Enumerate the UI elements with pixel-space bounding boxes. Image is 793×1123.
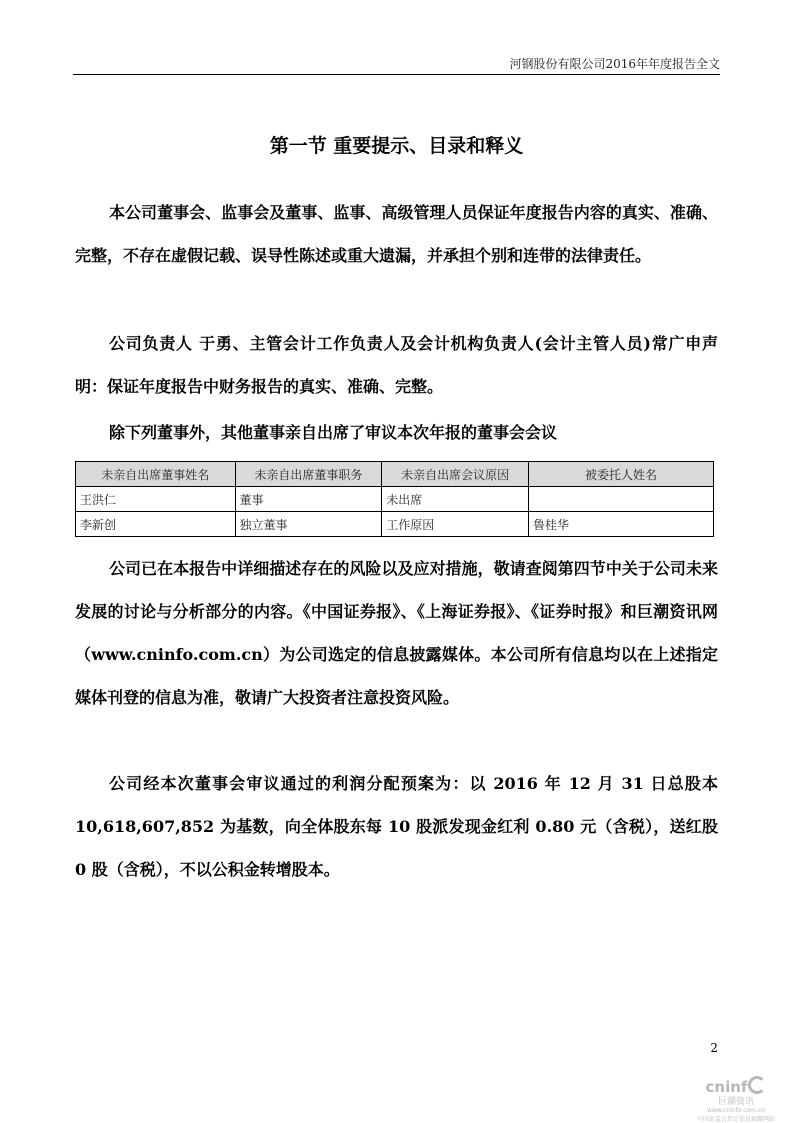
table-row <box>76 512 714 537</box>
cninfo-swirl-icon <box>748 1076 766 1094</box>
paragraph-board-guarantee: 本公司董事会、监事会及董事、监事、高级管理人员保证年度报告内容的真实、准确、完整，不存在虚假记载、误导性陈述或重大遗漏，并承担个别和连带的法律责任。 <box>75 203 718 265</box>
table-row <box>76 487 714 512</box>
cninfo-url: www.cninfo.com.cn <box>706 1107 766 1114</box>
table-cell: 未出席 <box>382 487 529 512</box>
table-cell: 王洪仁 <box>76 487 236 512</box>
absent-directors-table <box>75 461 714 537</box>
section-title: 第一节 重要提示、目录和释义 <box>269 135 524 157</box>
table-cell: 鲁桂华 <box>528 512 713 537</box>
cninfo-logo-text: cninf <box>705 1078 748 1096</box>
page-number: 2 <box>710 1041 718 1055</box>
table-header-cell: 被委托人姓名 <box>528 462 713 487</box>
cninfo-name: 巨潮资讯 <box>717 1097 754 1107</box>
table-cell <box>528 487 713 512</box>
cninfo-logo <box>697 1076 775 1096</box>
page-header: 河钢股份有限公司2016年年度报告全文 <box>509 57 720 71</box>
paragraph-risk-and-media: 公司已在本报告中详细描述存在的风险以及应对措施，敬请查阅第四节中关于公司未来发展的讨论与分析部分的内容。《中国证券报》、《上海证券报》、《证券时报》和巨潮资讯网（www.cninfo.com.cn）为公司选定的信息披露媒体。本公司所有信息均以在上述指定媒体刊登的信息为准，敬请广大投资者注意投资风险。 <box>75 559 718 707</box>
table-header-cell: 未亲自出席董事职务 <box>235 462 382 487</box>
table-cell: 工作原因 <box>382 512 529 537</box>
table-cell: 独立董事 <box>235 512 382 537</box>
paragraph-responsible-persons: 公司负责人 于勇、主管会计工作负责人及会计机构负责人(会计主管人员)常广申声明：保证年度报告中财务报告的真实、准确、完整。 <box>75 334 718 396</box>
table-cell: 李新创 <box>76 512 236 537</box>
table-cell: 董事 <box>235 487 382 512</box>
cninfo-watermark <box>697 1076 775 1123</box>
header-divider <box>73 74 720 75</box>
table-header-row <box>76 462 714 487</box>
cninfo-tagline: 中国证监会指定信息披露网站 <box>696 1116 775 1123</box>
table-header-cell: 未亲自出席会议原因 <box>382 462 529 487</box>
paragraph-absent-directors-intro: 除下列董事外，其他董事亲自出席了审议本次年报的董事会会议 <box>109 423 558 442</box>
table-header-cell: 未亲自出席董事姓名 <box>76 462 236 487</box>
paragraph-profit-distribution: 公司经本次董事会审议通过的利润分配预案为：以 2016 年 12 月 31 日总股本 10,618,607,852 为基数，向全体股东每 10 股派发现金红利 0.80 元（含税），送红股 0 股（含税），不以公积金转增股本。 <box>75 774 718 879</box>
